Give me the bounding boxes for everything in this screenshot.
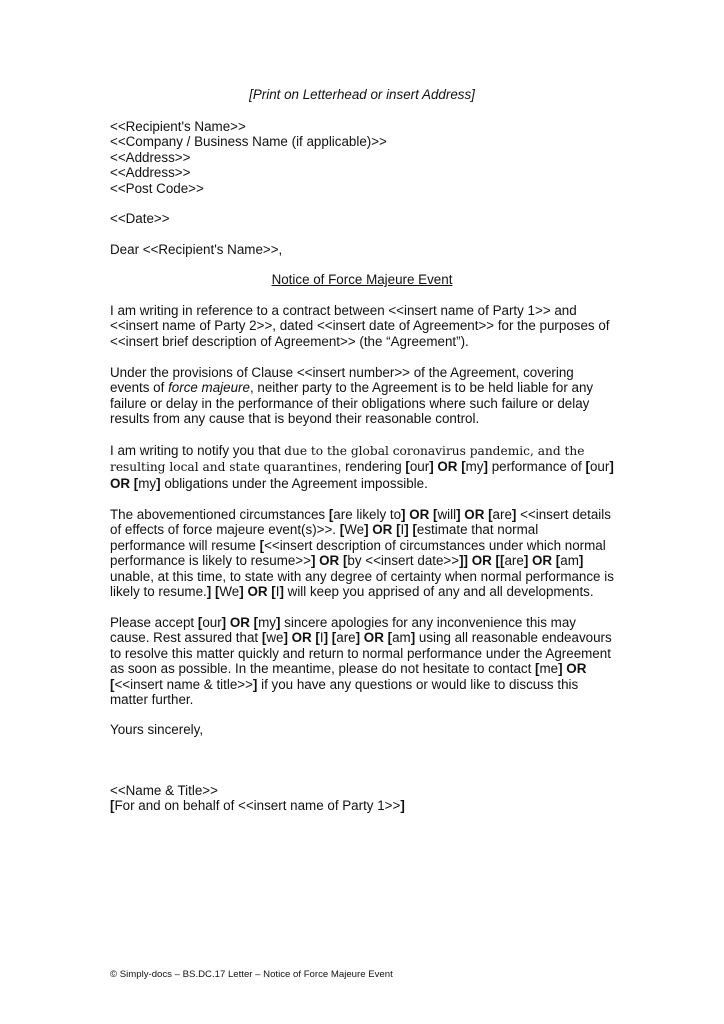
or-marker: ] OR [ — [239, 584, 276, 600]
paragraph-line — [110, 507, 622, 522]
option-text: are — [492, 507, 512, 522]
bracket: ] — [511, 507, 517, 522]
bracket: [ — [339, 522, 345, 538]
paragraph-line: failure or delay in the performance of their obligations where such failure or delay — [110, 395, 590, 411]
paragraph-contract-reference — [110, 303, 622, 349]
text: if you have any questions or would like to discuss this — [257, 676, 579, 692]
text: events of — [110, 380, 169, 396]
text: The abovementioned circumstances — [110, 507, 329, 522]
paragraph-line — [110, 443, 622, 459]
option-text: are — [336, 630, 356, 646]
option-text: our — [409, 459, 430, 475]
text: Please accept — [110, 615, 198, 630]
bracket: [ — [405, 459, 410, 475]
or-marker: OR [ — [110, 475, 139, 491]
paragraph-circumstances — [110, 507, 622, 599]
bracket: ] [ — [323, 630, 337, 646]
text: cause. Rest assured that — [110, 630, 262, 646]
paragraph-line: I am writing in reference to a contract between <<insert name of Party 1>> and — [110, 303, 577, 318]
bracket: [ — [110, 676, 115, 692]
bracket: ] — [275, 615, 281, 630]
or-marker: ] OR [ — [221, 615, 259, 630]
signature-block — [110, 783, 622, 814]
option-text: my — [258, 615, 276, 630]
letterhead-instruction: [Print on Letterhead or insert Address] — [249, 87, 475, 102]
paragraph-line — [110, 553, 622, 568]
bracket: [ — [261, 630, 267, 646]
or-marker: ] OR [ — [456, 507, 493, 522]
text: obligations under the Agreement impossible. — [160, 475, 428, 491]
bracket: [ — [535, 661, 540, 677]
text: as soon as possible. In the meantime, please do not hesitate to contact — [110, 661, 536, 677]
recipient-address-block — [110, 119, 622, 196]
paragraph-line — [110, 380, 622, 395]
or-marker: ] OR [ — [429, 459, 466, 475]
text: performance of — [487, 459, 586, 475]
option-text: I — [319, 630, 324, 646]
recipient-company: <<Company / Business Name (if applicable)>> — [110, 134, 387, 150]
recipient-postcode: <<Post Code>> — [110, 180, 204, 196]
option-text: We — [344, 522, 365, 538]
recipient-name: <<Recipient's Name>> — [110, 119, 246, 134]
option-text: I — [400, 522, 405, 538]
or-marker: ] OR [ — [283, 630, 320, 646]
bracket: [ — [110, 798, 115, 814]
option-text: estimate that normal — [416, 522, 539, 538]
bracket: [ — [259, 537, 265, 553]
option-text: our — [589, 459, 610, 475]
paragraph-line: unable, at this time, to state with any degree of certainty when normal performance is — [110, 568, 614, 584]
option-text: are — [504, 553, 524, 569]
bracket: [ — [211, 584, 220, 600]
text: likely to resume. — [110, 584, 207, 600]
text: sincere apologies for any inconvenience this may — [280, 615, 576, 630]
text: will keep you apprised of any and all developments. — [283, 584, 594, 600]
paragraph-line: <<insert name of Party 2>>, dated <<insert date of Agreement>> for the purposes of — [110, 318, 610, 334]
text: of effects of force majeure event(s)>>. — [110, 522, 340, 538]
inserted-reason-text: resulting local and state quarantines — [110, 460, 338, 475]
text: performance is likely to resume>> — [110, 553, 311, 569]
paragraph-line — [110, 615, 622, 630]
paragraph-line — [110, 630, 622, 645]
bracket: ] — [410, 630, 416, 646]
option-text: We — [219, 584, 240, 600]
salutation: Dear <<Recipient's Name>>, — [110, 242, 283, 257]
bracket: [ — [585, 459, 590, 475]
or-marker: ] OR [ — [401, 507, 438, 522]
on-behalf-line — [110, 798, 622, 813]
paragraph-line — [110, 677, 622, 692]
bracket: ] [ — [404, 522, 417, 538]
paragraph-line: <<insert brief description of Agreement>> (the “Agreement”). — [110, 333, 469, 349]
bracket: [ — [197, 615, 203, 630]
paragraph-line: matter further. — [110, 692, 194, 708]
paragraph-force-majeure-clause — [110, 365, 622, 427]
option-text: I — [275, 584, 280, 600]
page-footer: © Simply-docs – BS.DC.17 Letter – Notice of Force Majeure Event — [110, 969, 393, 980]
bracket: ] — [483, 459, 488, 475]
option-text: by <<insert date>> — [347, 553, 460, 569]
paragraph-line — [110, 522, 622, 537]
letter-date: <<Date>> — [110, 211, 170, 226]
or-marker: ] OR [ — [310, 553, 348, 569]
bracket: ] — [156, 475, 161, 491]
or-marker: ] OR [ — [523, 553, 561, 569]
or-marker: ]] OR [[ — [459, 553, 505, 569]
option-text: am — [560, 553, 579, 569]
bracket: ] — [206, 584, 212, 600]
paragraph-line — [110, 476, 622, 491]
recipient-address-line-2: <<Address>> — [110, 165, 191, 181]
text: , rendering — [337, 459, 406, 475]
paragraph-line: Under the provisions of Clause <<insert number>> of the Agreement, covering — [110, 365, 574, 380]
bracket: ] — [578, 553, 584, 569]
text: , neither party to the Agreement is to be held liable for any — [249, 380, 594, 396]
option-text: we — [266, 630, 284, 646]
option-text: my — [138, 475, 157, 491]
option-text: me — [539, 661, 559, 677]
bracket: ] — [252, 676, 258, 692]
bracket: [ — [328, 507, 334, 522]
signatory-name-title: <<Name & Title>> — [110, 783, 218, 798]
paragraph-line — [110, 661, 622, 676]
bracket: ] — [279, 584, 284, 600]
paragraph-line — [110, 538, 622, 553]
recipient-address-line-1: <<Address>> — [110, 149, 191, 165]
text: using all reasonable endeavours — [415, 630, 612, 646]
option-text: <<insert name & title>> — [114, 676, 253, 692]
option-text: my — [465, 459, 484, 475]
text: I am writing to notify you that — [110, 443, 285, 458]
letter-heading: Notice of Force Majeure Event — [271, 272, 453, 287]
paragraph-apology — [110, 615, 622, 707]
option-text: <<insert description of circumstances under which normal — [264, 537, 606, 553]
inserted-reason-text: due to the global coronavirus pandemic, and the — [284, 444, 585, 458]
text: performance will resume — [110, 537, 260, 553]
text: <<insert details — [516, 507, 611, 522]
paragraph-line — [110, 459, 622, 475]
italic-term: force majeure — [168, 380, 250, 396]
option-text: our — [202, 615, 222, 630]
paragraph-line: results from any cause that is beyond their reasonable control. — [110, 411, 480, 427]
or-marker: ] OR [ — [364, 522, 401, 538]
option-text: will — [437, 507, 457, 522]
or-marker: ] OR — [558, 661, 587, 677]
bracket: ] — [400, 798, 405, 814]
option-text: am — [392, 630, 411, 646]
on-behalf-text: For and on behalf of <<insert name of Party 1>> — [114, 798, 401, 814]
closing: Yours sincerely, — [110, 722, 204, 737]
or-marker: ] OR [ — [355, 630, 393, 646]
option-text: are likely to — [333, 507, 402, 522]
paragraph-notification — [110, 443, 622, 491]
bracket: ] — [609, 459, 614, 475]
paragraph-line — [110, 584, 622, 599]
paragraph-line: to resolve this matter quickly and return to normal performance under the Agreement — [110, 645, 611, 661]
